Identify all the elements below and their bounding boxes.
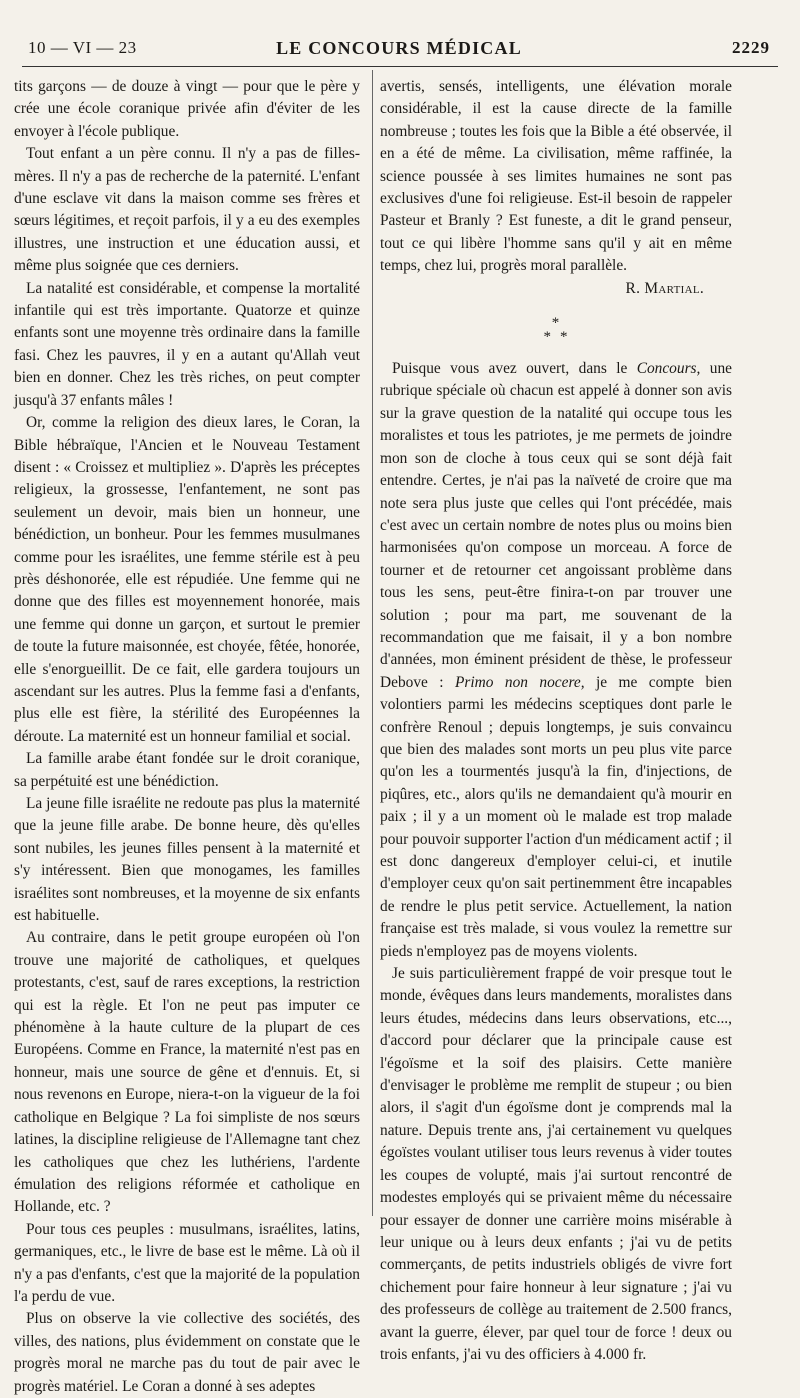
header-date: 10 — VI — 23 xyxy=(28,38,137,57)
header-rule xyxy=(22,66,778,67)
paragraph: La famille arabe étant fondée sur le droit coranique, sa perpétuité est une bénédiction. xyxy=(14,750,360,790)
paragraph: La natalité est considérable, et compense la mortalité infantile qui est très importante. Quatorze et quinze enfants sont une moyenne très ordinaire dans la famille fasi. Chez les pauvres, il y en a autant qu'Allah veut bien en donner. Chez les très riches, on peut compter jusqu'à 37 enfants mâles ! xyxy=(14,279,360,409)
paragraph: Au contraire, dans le petit groupe européen où l'on trouve une majorité de catholiques, et quelques protestants, c'est, sauf de rares exceptions, la restriction qui est la règle. Et l'on ne peut pas imputer ce phénomène à la haute culture de la plupart de ces Européens. Comme en France, la maternité n'est pas en honneur, mais une source de gêne et d'ennuis. Et, si nous revenons en Europe, niera-t-on la vigueur de la foi catholique en Belgique ? La foi simpliste de nos sœurs latines, la discipline religieuse de l'Allemagne tant chez les catholiques que chez les luthériens, l'ardente émulation des religions réformée et catholique en Hollande, etc. ? xyxy=(14,929,360,1216)
right-column xyxy=(380,76,732,1366)
latin-motto: Primo non nocere, xyxy=(455,673,585,691)
author-signature: R. Martial. xyxy=(625,279,704,297)
paragraph xyxy=(380,358,732,963)
section-separator: * * * xyxy=(543,315,569,346)
column-divider xyxy=(372,70,373,1216)
journal-name-italic: Concours, xyxy=(636,360,701,378)
paragraph: Or, comme la religion des dieux lares, le Coran, la Bible hébraïque, l'Ancien et le Nouveau Testament disent : « Croissez et multipliez ». D'après les préceptes religieux, la grossesse, l'enfantement, ne sont pas seulement un devoir, mais bien un honneur, une bénédiction, un bonheur. Pour les femmes musulmanes comme pour les israélites, une femme stérile est à peu près déshonorée, elle est répudiée. Une femme qui ne donne que des filles est moyennement honorée, mais une femme qui donne un garçon, et surtout le premier de toute la future maisonnée, est choyée, fêtée, honorée, elle s'enorgueillit. De ce fait, elle gardera toujours un ascendant sur les autres. Plus la femme fasi a d'enfants, plus elle est fière, la stérilité des Européennes la déroute. La maternité est un honneur familial et social. xyxy=(14,414,360,745)
paragraph: Je suis particulièrement frappé de voir presque tout le monde, évêques dans leurs mandements, moralistes dans leurs études, médecins dans leurs observations, etc..., d'accord pour déclarer que la principale cause est l'égoïsme et la soif des plaisirs. Cette manière d'envisager le problème me remplit de stupeur ; ou bien alors, il s'agit d'un égoïsme dont je comprends mal la nature. Depuis trente ans, j'ai certainement vu quelques égoïstes voulant utiliser tous leurs revenus à vider toutes les coupes de volupté, mais j'ai surtout rencontré de modestes employés qui se privaient même du nécessaire pour essayer de donner une carrière moins misérable à leur unique ou à leurs deux enfants ; j'ai vu de petits commerçants, de petits industriels obligés de vivre fort chichement pour faire honneur à leur signature ; j'ai vu des professeurs de collège au traitement de 2.500 francs, avant la guerre, élever, par quel tour de force ! deux ou trois enfants, j'ai vu des officiers à 4.000 fr. xyxy=(380,965,732,1363)
paragraph: avertis, sensés, intelligents, une élévation morale considérable, il est la cause directe de la famille nombreuse ; toutes les fois que la Bible a été observée, il en a été de même. La civilisation, même raffinée, la science poussée à ses limites humaines ne sont pas exclusives d'une foi religieuse. Est-il besoin de rappeler Pasteur et Branly ? Est funeste, a dit le grand penseur, tout ce qui libère l'homme sans qu'il y ait en même temps, chez lui, progrès moral parallèle. xyxy=(380,78,732,275)
paragraph: Tout enfant a un père connu. Il n'y a pas de filles-mères. Il n'y a pas de recherche de la paternité. L'enfant d'une esclave vit dans la maison comme ses frères et sœurs légitimes, et reçoit parfois, il y a eu des exemples illustres, une instruction et une éducation aussi, et même plus soignée que ces derniers. xyxy=(14,145,360,275)
paragraph: La jeune fille israélite ne redoute pas plus la maternité que la jeune fille arabe. De bonne heure, dès qu'elles sont nubiles, les jeunes filles pensent à la maternité et s'y intéressent. Bien que monogames, les familles israélites sont nombreuses, et la moyenne de six enfants est habituelle. xyxy=(14,795,360,925)
text-run: je me compte bien volontiers parmi les médecins sceptiques dont parle le confrère Renoul ; depuis longtemps, je suis convaincu que bien des malades sont morts un peu plus vite parce qu'on les a tourmentés jusqu'à la fin, d'injections, de piqûres, etc., alors qu'ils ne demandaient qu'à mourir en paix ; il y a un moment où le malade est trop malade pour pouvoir supporter l'action d'un médicament actif ; il est donc dangereux d'employer celui-ci, et inutile d'employer ceux qu'on sait pertinemment être incapables de rendre le plus petit service. Actuellement, la nation française est très malade, si vous voulez la remettre sur pieds n'employez pas de moyens violents. xyxy=(380,673,732,960)
left-column xyxy=(14,76,360,1398)
paragraph: Plus on observe la vie collective des sociétés, des villes, des nations, plus évidemment on constate que le progrès moral ne marche pas du tout de pair avec le progrès matériel. Le Coran a donné à ses adeptes xyxy=(14,1310,360,1395)
page-header xyxy=(28,38,770,62)
text-run: Puisque vous avez ouvert, dans le xyxy=(392,360,637,378)
paragraph: Pour tous ces peuples : musulmans, israélites, latins, germaniques, etc., le livre de base est le même. Là où il n'y a pas d'enfants, c'est que la majorité de la population l'a perdu de vue. xyxy=(14,1220,360,1305)
journal-title: LE CONCOURS MÉDICAL xyxy=(276,38,522,58)
text-run: une rubrique spéciale où chacun est appelé à donner son avis sur la grave question de la natalité qui occupe tous les moralistes et tous les patriotes, je me permets de joindre mon son de cloche à tous ceux qui se sont déjà fait entendre. Certes, je n'ai pas la naïveté de croire que ma note sera plus juste que celles qui l'ont précédée, mais c'est avec un certain nombre de notes plus ou moins bien harmonisées qu'on compose un morceau. A force de tourner et de retourner cet angoissant problème dans tous les sens, peut-être finira-t-on par trouver une solution ; pour ma part, me souvenant de la recommandation que me faisait, il y a bon nombre d'années, mon éminent président de thèse, le professeur Debove : xyxy=(380,360,732,691)
paragraph: tits garçons — de douze à vingt — pour que le père y crée une école coranique privée afin d'éviter de les envoyer à l'école publique. xyxy=(14,78,360,140)
page-number: 2229 xyxy=(732,38,770,57)
